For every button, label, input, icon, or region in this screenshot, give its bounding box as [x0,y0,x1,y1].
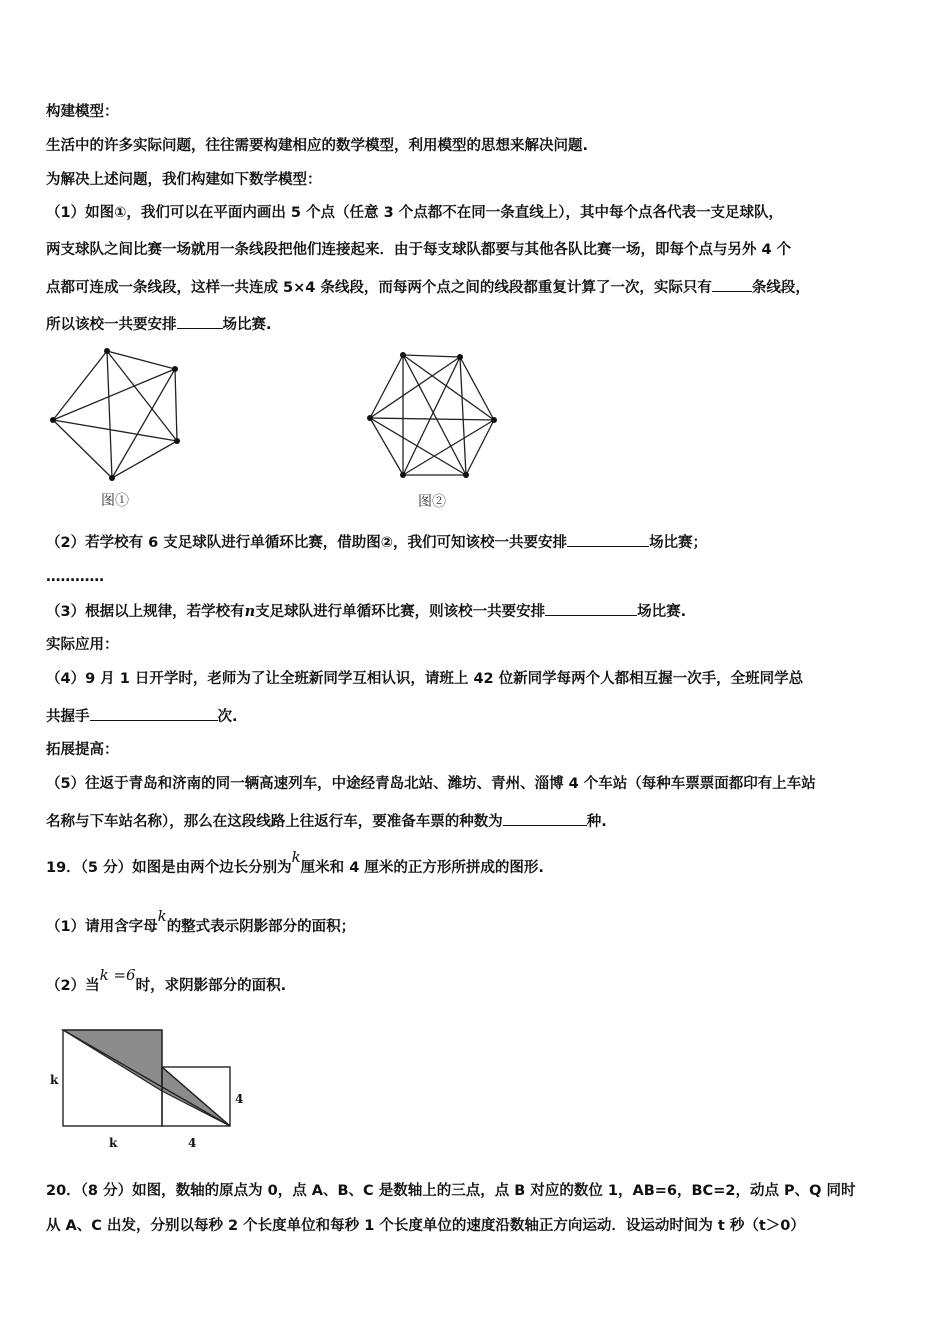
label-4-right: 4 [235,1092,244,1106]
q1-line-2: 两支球队之间比赛一场就用一条线段把他们连接起来．由于每支球队都要与其他各队比赛一场，即每个点与另外 4 个 [46,242,792,258]
q1-line-3 [46,277,910,298]
heading-extend: 拓展提高： [46,742,119,758]
p19-sub2-text: （2）当 [46,978,100,994]
answer-blank [90,706,218,721]
label-k-left: k [50,1073,59,1087]
heading-model: 构建模型： [46,104,119,120]
p19-sub1-var: k [157,907,167,925]
figure-1-caption: 图① [101,493,129,509]
p19-text-a: 19．（5 分）如图是由两个边长分别为 [46,860,292,876]
p19-var-k: k [291,848,301,866]
q3-suffix: 场比赛. [637,604,687,620]
p19-sub2-math: k =6 [99,966,136,984]
q1-line-3-text: 点都可连成一条线段，这样一共连成 5×4 条线段，而每两个点之间的线段都重复计算了一次，实际只有 [46,280,712,296]
q3-line [46,601,910,622]
label-4-bottom: 4 [188,1136,197,1150]
q2-suffix: 场比赛； [649,535,708,551]
q3-text-a: （3）根据以上规律，若学校有 [46,604,245,620]
intro-line-1: 生活中的许多实际问题，往往需要构建相应的数学模型，利用模型的思想来解决问题. [46,138,589,154]
q4-text: 共握手 [46,709,90,725]
q5-text: 名称与下车站名称），那么在这段线路上往返行车，要准备车票的种数为 [46,814,503,830]
q4-line-2 [46,706,910,727]
p20-line-2: 从 A、C 出发，分别以每秒 2 个长度单位和每秒 1 个长度单位的速度沿数轴正方向运动．设运动时间为 t 秒（t＞0） [46,1218,805,1234]
intro-line-2: 为解决上述问题，我们构建如下数学模型： [46,172,322,188]
q1-line-4 [46,314,910,335]
q1-line-4-text: 所以该校一共要安排 [46,317,177,333]
q5-suffix: 种. [586,814,607,830]
q1-line-1: （1）如图①，我们可以在平面内画出 5 个点（任意 3 个点都不在同一条直线上），其中每个点各代表一支足球队， [46,205,783,221]
answer-blank [567,532,649,547]
heading-apply: 实际应用： [46,637,119,653]
p19-stem [46,848,910,878]
q4-suffix: 次. [217,709,238,725]
q1-line-4-suffix: 场比赛. [222,317,272,333]
p19-sub-1 [46,907,910,937]
q3-text-b: 支足球队进行单循环比赛，则该校一共要安排 [255,604,546,620]
q1-line-3-suffix: 条线段， [751,280,810,296]
p19-sub-2 [46,966,910,996]
figure-pentagon [40,338,200,518]
p19-text-b: 厘米和 4 厘米的正方形所拼成的图形. [300,860,544,876]
answer-blank [503,811,587,826]
p19-sub1-text: （1）请用含字母 [46,919,158,935]
p19-sub2-suffix: 时，求阴影部分的面积. [135,978,287,994]
q4-line-1: （4）9 月 1 日开学时，老师为了让全班新同学互相认识，请班上 42 位新同学每两个人都相互握一次手，全班同学总 [46,671,804,687]
q3-var-n: n [244,603,256,620]
answer-blank [177,314,223,329]
p19-sub1-suffix: 的整式表示阴影部分的面积； [166,919,356,935]
figure-2-caption: 图② [418,494,446,510]
q5-line-1: （5）往返于青岛和济南的同一辆高速列车，中途经青岛北站、潍坊、青州、淄博 4 个车站（每种车票票面都印有上车站 [46,776,816,792]
label-k-bottom: k [109,1136,118,1150]
ellipsis: ………… [46,569,104,585]
answer-blank [545,601,637,616]
figure-hexagon [360,342,510,520]
figure-two-squares [46,1026,246,1158]
q5-line-2 [46,811,910,832]
p20-line-1: 20．（8 分）如图，数轴的原点为 0，点 A、B、C 是数轴上的三点，点 B 对应的数位 1，AB=6，BC=2，动点 P、Q 同时 [46,1183,856,1199]
q2-text: （2）若学校有 6 支足球队进行单循环比赛，借助图②，我们可知该校一共要安排 [46,535,568,551]
q2-line [46,532,910,553]
answer-blank [712,277,752,292]
